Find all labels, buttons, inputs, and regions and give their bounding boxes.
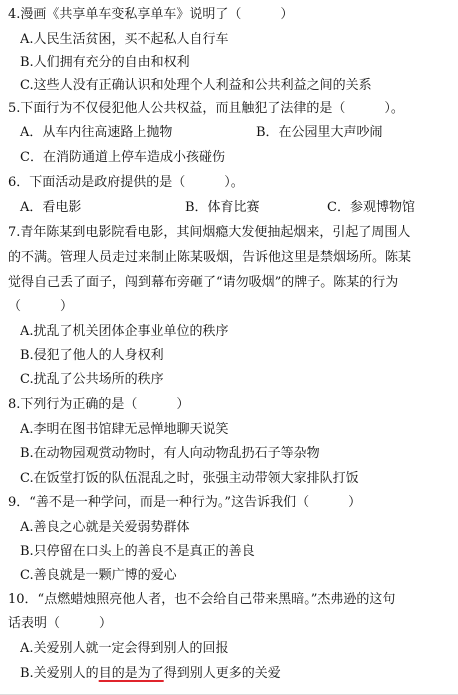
question-7-stem-line-2: 的不满。管理人员走过来制止陈某吸烟，告诉他这里是禁烟场所。陈某 (8, 250, 412, 265)
question-9-option-b: B.只停留在口头上的善良不是真正的善良 (20, 544, 255, 559)
question-7-stem-line-1: 7.青年陈某到电影院看电影，其间烟瘾大发便抽起烟来，引起了周围人 (8, 225, 411, 240)
question-4-option-a: A.人民生活贫困，买不起私人自行车 (20, 32, 229, 47)
question-10-stem-line-2: 话表明（ ） (8, 616, 113, 631)
question-4-option-c: C.这些人没有正确认识和处理个人利益和公共利益之间的关系 (20, 78, 372, 93)
question-5-stem: 5.下面行为不仅侵犯他人公共权益，而且触犯了法律的是（ ）。 (8, 101, 404, 116)
question-5-option-c: C．在消防通道上停车造成小孩碰伤 (20, 150, 225, 165)
question-9-stem: 9．“善不是一种学问，而是一种行为。”这告诉我们（ ） (8, 495, 362, 510)
question-8-stem: 8.下列行为正确的是（ ） (8, 397, 190, 412)
question-5-options-row (20, 121, 454, 144)
question-7-stem-line-4: （ ） (8, 299, 74, 314)
question-9-option-c: C.善良就是一颗广博的爱心 (20, 568, 177, 583)
question-10-option-b-prefix: B.关爱别人的 (20, 666, 99, 681)
question-6-option-c: C．参观博物馆 (327, 200, 415, 215)
question-7-option-a: A.扰乱了机关团体企事业单位的秩序 (20, 324, 229, 339)
question-5-option-a: A．从车内往高速路上抛物 (20, 125, 173, 140)
question-6-option-a: A．看电影 (20, 200, 82, 215)
question-7-stem-line-3: 觉得自己丢了面子，闯到幕布旁砸了“请勿吸烟”的牌子。陈某的行为 (8, 275, 399, 290)
question-10-option-b-suffix: 得到别人更多的关爱 (163, 666, 281, 681)
red-underline-annotation: 目的是为了 (98, 666, 164, 681)
question-6-option-b: B．体育比赛 (185, 200, 260, 215)
question-4-stem: 4.漫画《共享单车变私享单车》说明了（ ） (8, 7, 294, 22)
question-9-option-a: A.善良之心就是关爱弱势群体 (20, 520, 190, 535)
question-8-option-b: B.在动物园观赏动物时，有人向动物乱扔石子等杂物 (20, 446, 320, 461)
question-8-option-c: C.在饭堂打饭的队伍混乱之时，张强主动带领大家排队打饭 (20, 471, 359, 486)
question-7-option-b: B.侵犯了他人的人身权利 (20, 348, 164, 363)
question-4-option-b: B.人们拥有充分的自由和权利 (20, 55, 190, 70)
question-7-option-c: C.扰乱了公共场所的秩序 (20, 372, 164, 387)
question-6-options-row (20, 196, 454, 219)
question-10-option-b (20, 662, 454, 685)
question-10-option-a: A.关爱别人就一定会得到别人的回报 (20, 641, 229, 656)
question-10-stem-line-1: 10．“点燃蜡烛照亮他人者，也不会给自己带来黑暗。”杰弗逊的这句 (8, 592, 396, 607)
question-8-option-a: A.李明在图书馆肆无忌惮地聊天说笑 (20, 422, 229, 437)
question-5-option-b: B．在公园里大声吵闹 (256, 125, 383, 140)
question-6-stem: 6．下面活动是政府提供的是（ ）。 (8, 175, 244, 190)
